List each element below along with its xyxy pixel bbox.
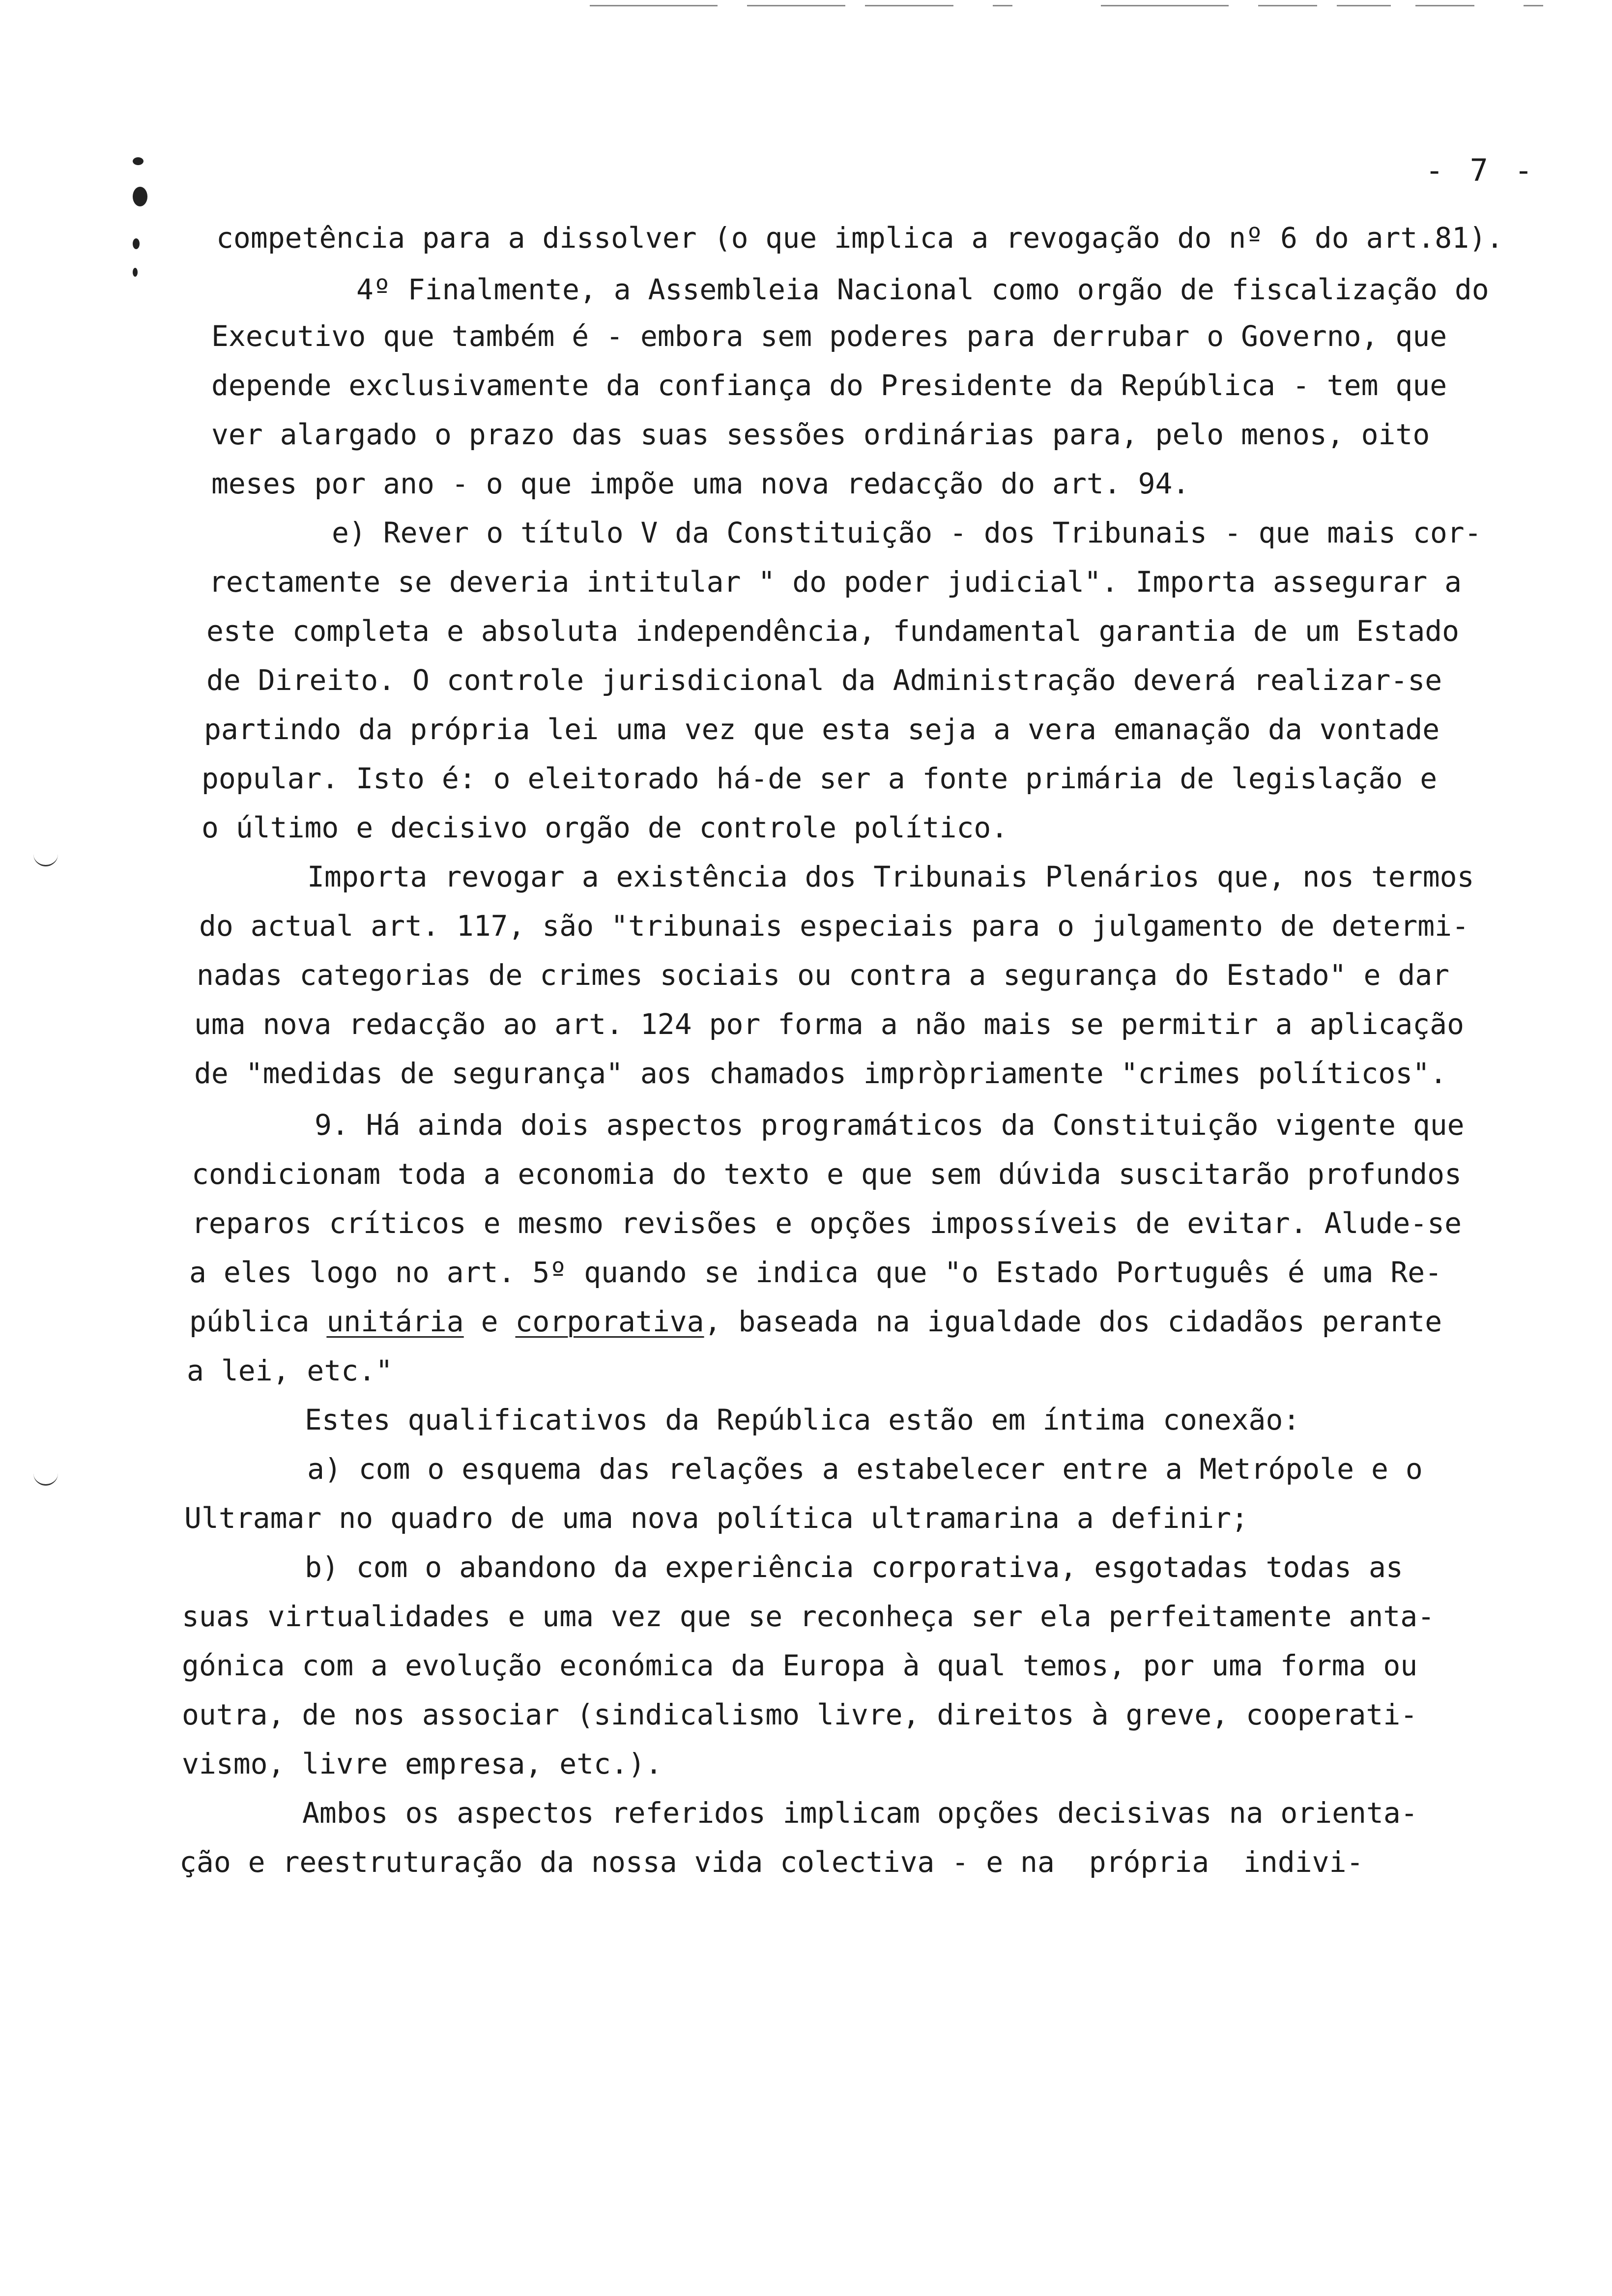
text-line: o último e decisivo orgão de controle político. (202, 811, 1008, 844)
text-line: Ultramar no quadro de uma nova política ultramarina a definir; (184, 1501, 1248, 1535)
text-line: Executivo que também é - embora sem poderes para derrubar o Governo, que (211, 319, 1447, 353)
text-line: de "medidas de segurança" aos chamados impròpriamente "crimes políticos". (194, 1057, 1447, 1090)
text-line: ver alargado o prazo das suas sessões ordinárias para, pelo menos, oito (211, 418, 1430, 451)
text-line: Estes qualificativos da República estão em íntima conexão: (305, 1403, 1300, 1436)
underlined-word-unitaria: unitária (326, 1305, 464, 1338)
text-segment: e (463, 1305, 516, 1338)
top-edge-marks (590, 5, 1548, 11)
text-line: partindo da própria lei uma vez que esta seja a vera emanação da vontade (204, 713, 1440, 746)
margin-bracket-mark (33, 835, 58, 866)
underlined-word-corporativa: corporativa (515, 1305, 704, 1338)
text-line: gónica com a evolução económica da Europa à qual temos, por uma forma ou (182, 1649, 1418, 1682)
text-line: Ambos os aspectos referidos implicam opções decisivas na orienta- (302, 1796, 1418, 1830)
text-line: a) com o esquema das relações a estabelecer entre a Metrópole e o (307, 1452, 1423, 1486)
text-line: nadas categorias de crimes sociais ou contra a segurança do Estado" e dar (197, 958, 1450, 992)
text-line: 9. Há ainda dois aspectos programáticos da Constituição vigente que (315, 1108, 1465, 1142)
page-number: - 7 - (1425, 152, 1537, 188)
text-line: este completa e absoluta independência, fundamental garantia de um Estado (206, 614, 1460, 648)
text-line (189, 1307, 1442, 1336)
text-line: condicionam toda a economia do texto e que sem dúvida suscitarão profundos (192, 1157, 1462, 1191)
text-line: do actual art. 117, são "tribunais especiais para o julgamento de determi- (199, 909, 1469, 943)
text-line: suas virtualidades e uma vez que se reconheça ser ela perfeitamente anta- (182, 1600, 1435, 1633)
margin-bracket-mark (33, 1455, 58, 1486)
text-segment: , baseada na igualdade dos cidadãos perante (704, 1305, 1442, 1338)
text-line: depende exclusivamente da confiança do Presidente da República - tem que (211, 369, 1447, 402)
text-line: a lei, etc." (187, 1354, 393, 1387)
text-line: ção e reestruturação da nossa vida colectiva - e na própria indivi- (179, 1845, 1364, 1879)
text-line: popular. Isto é: o eleitorado há-de ser a fonte primária de legislação e (202, 762, 1438, 795)
text-line: b) com o abandono da experiência corporativa, esgotadas todas as (305, 1550, 1403, 1584)
punch-hole-marks (133, 157, 152, 285)
text-line: rectamente se deveria intitular " do poder judicial". Importa assegurar a (209, 565, 1462, 599)
text-line: Importa revogar a existência dos Tribunais Plenários que, nos termos (307, 860, 1474, 893)
text-line: competência para a dissolver (o que implica a revogação do nº 6 do art.81). (216, 221, 1503, 255)
text-line: meses por ano - o que impõe uma nova redacção do art. 94. (211, 467, 1190, 500)
text-line: reparos críticos e mesmo revisões e opções impossíveis de evitar. Alude-se (192, 1206, 1462, 1240)
text-line: outra, de nos associar (sindicalismo livre, direitos à greve, cooperati- (182, 1698, 1418, 1731)
text-line: a eles logo no art. 5º quando se indica que "o Estado Português é uma Re- (189, 1256, 1442, 1289)
text-line: e) Rever o título V da Constituição - dos Tribunais - que mais cor- (332, 516, 1482, 549)
text-segment: pública (189, 1305, 327, 1338)
text-line: vismo, livre empresa, etc.). (182, 1747, 662, 1780)
text-line: de Direito. O controle jurisdicional da Administração deverá realizar-se (206, 663, 1442, 697)
text-line: uma nova redacção ao art. 124 por forma a não mais se permitir a aplicação (194, 1007, 1465, 1041)
text-line: 4º Finalmente, a Assembleia Nacional como orgão de fiscalização do (356, 273, 1489, 306)
